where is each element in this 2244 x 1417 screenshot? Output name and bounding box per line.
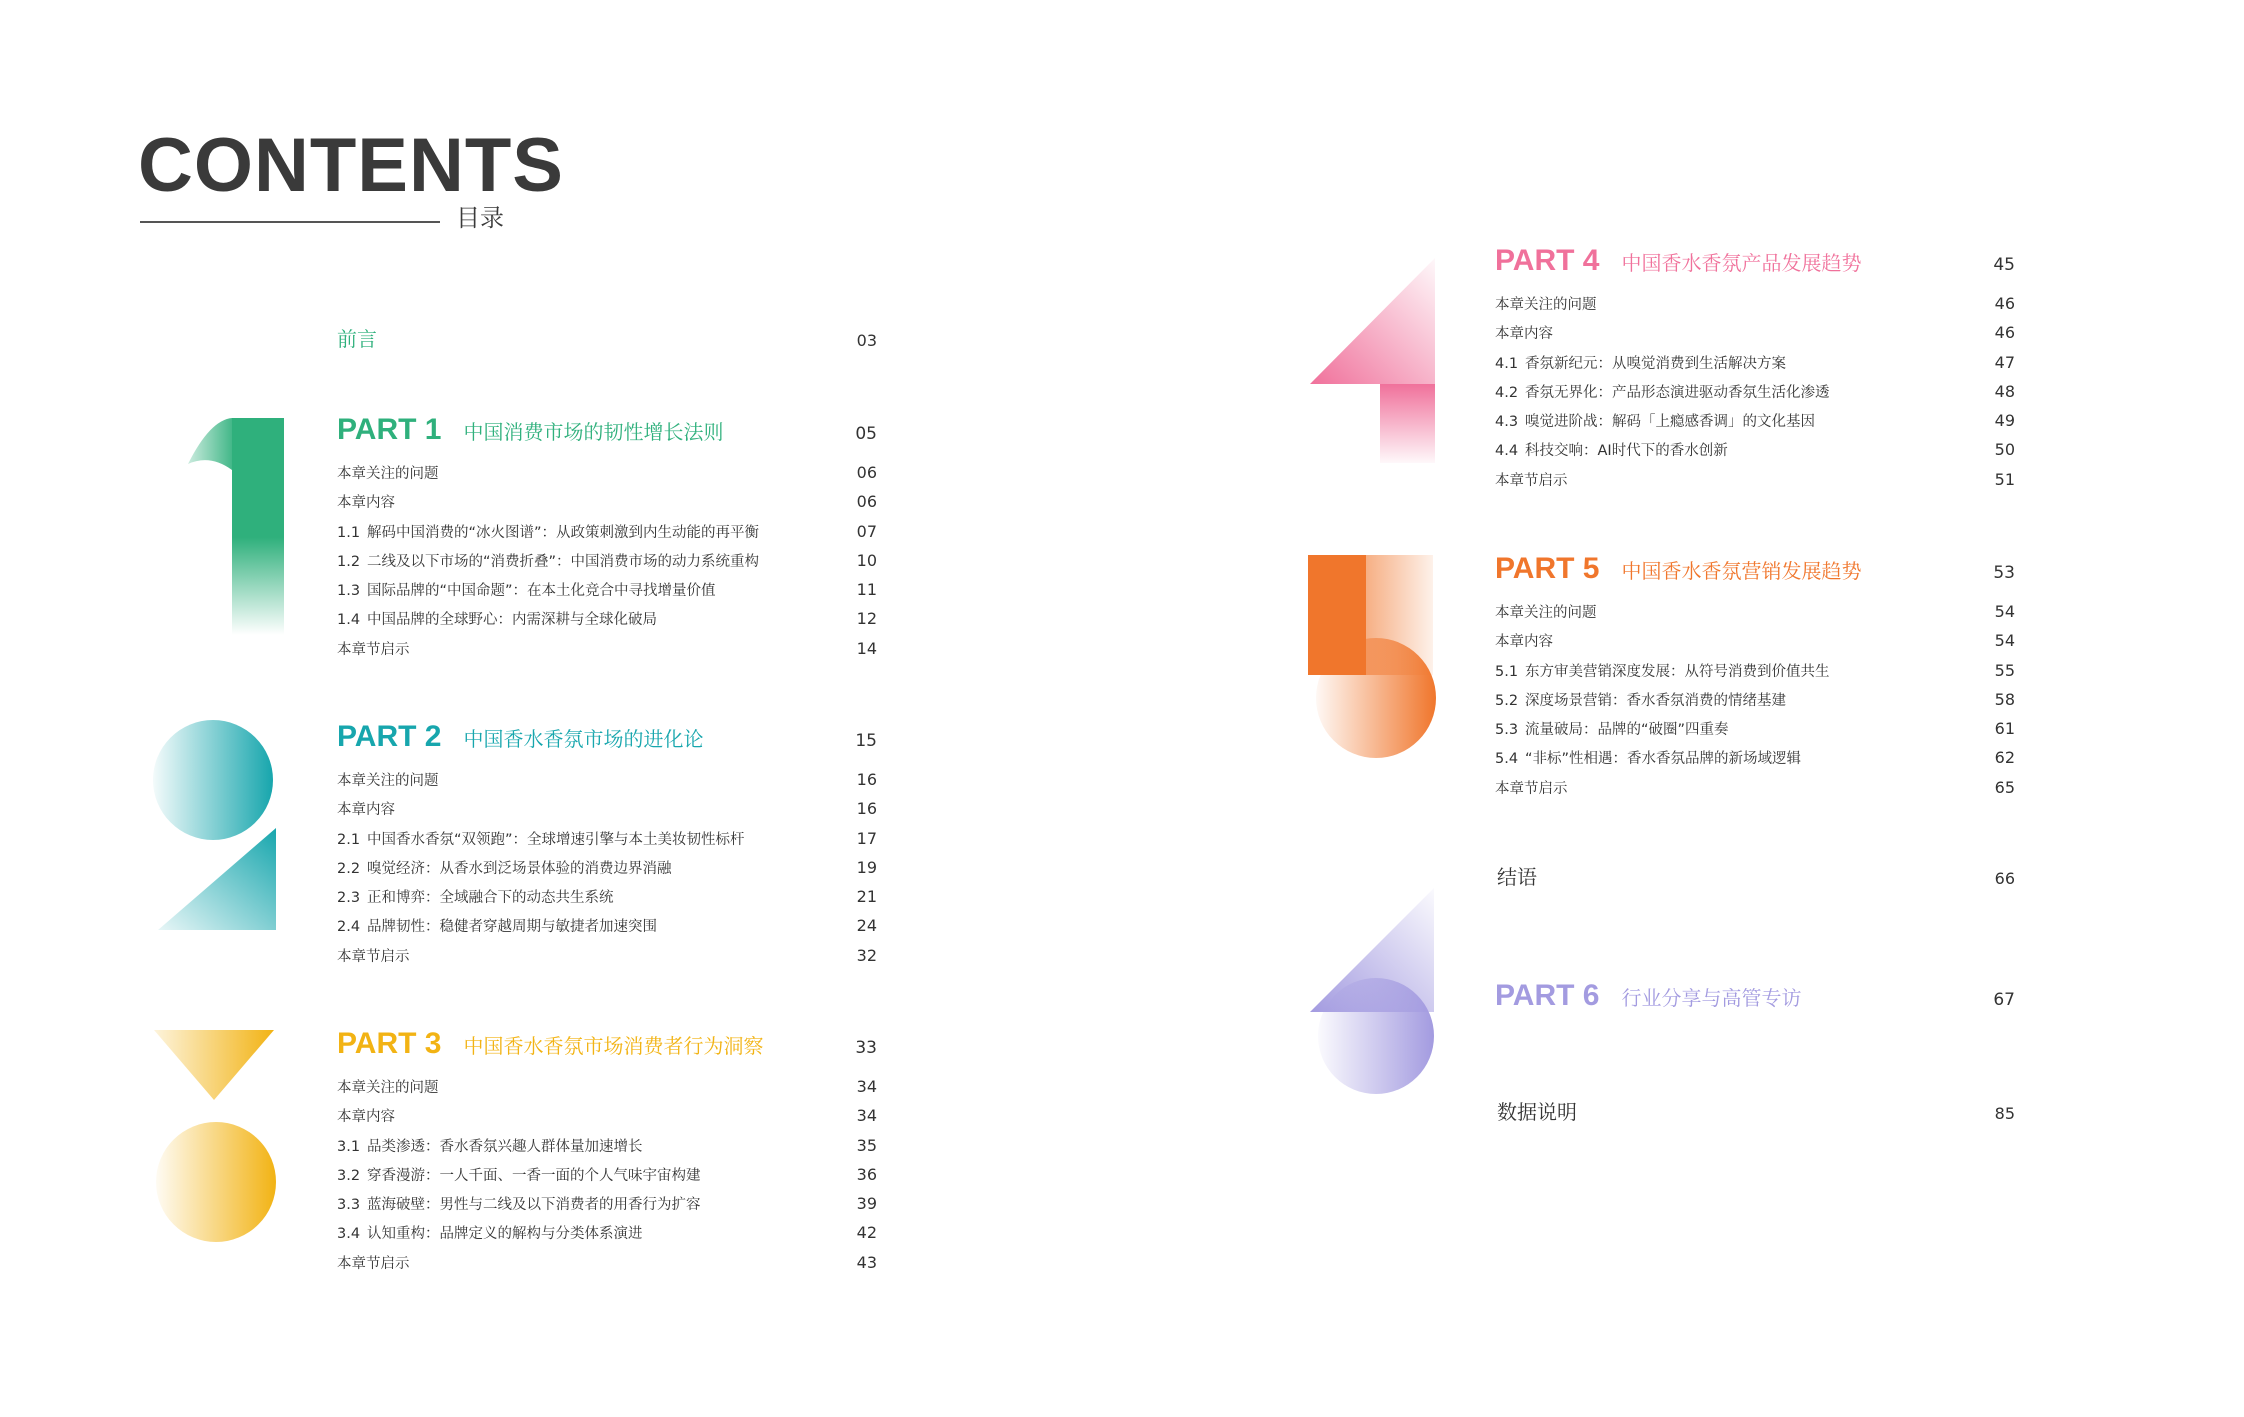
toc-item-page: 16: [856, 770, 877, 789]
toc-item[interactable]: [337, 1072, 877, 1101]
numeral-6-graphic: [1310, 888, 1440, 1098]
part-heading[interactable]: [1495, 549, 2015, 589]
part-label: PART 2: [337, 720, 442, 753]
toc-preface[interactable]: [337, 322, 877, 356]
toc-item-label: 品类渗透：香水香氛兴趣人群体量加速增长: [367, 1138, 643, 1155]
toc-item-text: [337, 913, 657, 942]
toc-item-text: [1495, 687, 1786, 716]
toc-item-page: 14: [856, 638, 877, 658]
toc-item-number: 5.3: [1495, 722, 1519, 739]
toc-item-page: 62: [1994, 748, 2015, 768]
toc-item-label: 科技交响：AI时代下的香水创新: [1525, 443, 1728, 460]
toc-item[interactable]: [337, 824, 877, 853]
toc-item[interactable]: [337, 1189, 877, 1218]
toc-item-page: 47: [1994, 352, 2015, 372]
toc-part-4: [1495, 241, 2015, 494]
toc-item-label: 穿香漫游：一人千面、一香一面的个人气味宇宙构建: [367, 1167, 701, 1184]
toc-item-label: 本章内容: [337, 495, 395, 512]
toc-item[interactable]: [337, 634, 877, 663]
toc-item-text: [1495, 437, 1728, 466]
toc-item-number: 3.2: [337, 1167, 361, 1184]
toc-item-label: 蓝海破壁：男性与二线及以下消费者的用香行为扩容: [367, 1197, 701, 1214]
toc-item[interactable]: [1495, 597, 2015, 626]
data-note-page: 85: [1994, 1104, 2015, 1123]
numeral-1-graphic: [180, 410, 290, 635]
numeral-3-graphic: [150, 1030, 280, 1245]
toc-item[interactable]: [337, 604, 877, 633]
conclusion-label: 结语: [1497, 865, 1537, 889]
toc-item-page: 34: [856, 1077, 877, 1096]
numeral-2-graphic: [150, 720, 280, 930]
part-heading[interactable]: [337, 717, 877, 757]
toc-item-page: 46: [1994, 294, 2015, 313]
toc-item-number: 1.2: [337, 553, 361, 570]
part-title: 中国消费市场的韧性增长法则: [463, 420, 724, 444]
toc-item[interactable]: [1495, 465, 2015, 494]
toc-item[interactable]: [337, 546, 877, 575]
toc-item-text: [337, 1133, 643, 1162]
toc-item-text: [337, 548, 759, 577]
part-heading[interactable]: [1495, 976, 2015, 1016]
toc-item-page: 16: [856, 799, 877, 819]
toc-item-text: [1495, 628, 1553, 657]
toc-item-number: 4.4: [1495, 443, 1519, 460]
toc-item-text: [337, 1162, 701, 1191]
toc-item-number: 2.4: [337, 919, 361, 936]
toc-item-page: 34: [856, 1106, 877, 1126]
toc-item-page: 19: [856, 857, 877, 877]
toc-item-label: 本章节启示: [337, 948, 410, 965]
part-page: 67: [1993, 990, 2015, 1010]
toc-item[interactable]: [337, 517, 877, 546]
toc-item-text: [1495, 379, 1830, 408]
page-subtitle: 目录: [456, 204, 504, 232]
toc-item-text: [1495, 716, 1729, 745]
numeral-4-graphic: [1310, 258, 1445, 463]
toc-item[interactable]: [1495, 626, 2015, 655]
part-item-list: [337, 1072, 877, 1277]
toc-item-label: 东方审美营销深度发展：从符号消费到价值共生: [1525, 663, 1830, 680]
toc-item-text: [337, 489, 395, 518]
toc-item[interactable]: [1495, 348, 2015, 377]
part-heading-text: [337, 1024, 763, 1068]
toc-item[interactable]: [1495, 318, 2015, 347]
toc-item-text: [337, 1103, 395, 1132]
toc-item-label: 认知重构：品牌定义的解构与分类体系演进: [367, 1226, 643, 1243]
toc-item-label: 流量破局：品牌的“破圈”四重奏: [1525, 722, 1729, 739]
numeral-5-graphic: [1308, 555, 1438, 765]
toc-item-label: 香氛新纪元：从嗅觉消费到生活解决方案: [1525, 355, 1786, 372]
part-page: 15: [855, 731, 877, 751]
toc-item-label: 本章节启示: [1495, 780, 1568, 797]
toc-item-page: 10: [856, 550, 877, 570]
part-item-list: [337, 458, 877, 663]
toc-item-page: 42: [856, 1223, 877, 1243]
toc-item-page: 65: [1994, 777, 2015, 797]
toc-item-label: 本章内容: [1495, 326, 1553, 343]
part-label: PART 1: [337, 413, 442, 446]
toc-item-number: 5.2: [1495, 692, 1519, 709]
toc-item-page: 07: [856, 521, 877, 541]
toc-item-label: 本章关注的问题: [337, 773, 439, 789]
part-heading[interactable]: [337, 410, 877, 450]
toc-item[interactable]: [337, 765, 877, 794]
toc-item[interactable]: [1495, 743, 2015, 772]
toc-item-text: [337, 1074, 439, 1103]
toc-item-label: 本章节启示: [337, 641, 410, 658]
title-underline: [140, 221, 440, 223]
part-heading[interactable]: [1495, 241, 2015, 281]
part-label: PART 4: [1495, 244, 1600, 277]
toc-item-label: 本章关注的问题: [337, 1080, 439, 1096]
toc-item-number: 4.2: [1495, 384, 1519, 401]
toc-item-number: 2.1: [337, 831, 361, 848]
toc-item-page: 12: [856, 609, 877, 629]
toc-item-label: 本章关注的问题: [1495, 297, 1597, 313]
toc-item[interactable]: [337, 487, 877, 516]
toc-item-text: [337, 519, 759, 548]
toc-item-page: 54: [1994, 602, 2015, 621]
toc-data-note[interactable]: [1497, 1095, 2015, 1129]
toc-item-label: 本章节启示: [337, 1255, 410, 1272]
toc-item[interactable]: [1495, 685, 2015, 714]
part-heading-text: [1495, 549, 1861, 593]
toc-item-label: 品牌韧性：稳健者穿越周期与敏捷者加速突围: [367, 919, 657, 936]
toc-item-label: 中国品牌的全球野心：内需深耕与全球化破局: [367, 612, 657, 629]
toc-item[interactable]: [1495, 377, 2015, 406]
toc-item[interactable]: [1495, 289, 2015, 318]
toc-item-text: [1495, 350, 1786, 379]
toc-item[interactable]: [337, 941, 877, 970]
part-heading[interactable]: [337, 1024, 877, 1064]
toc-item-label: “非标”性相遇：香水香氛品牌的新场域逻辑: [1525, 751, 1802, 768]
toc-item-text: [1495, 745, 1801, 774]
toc-item-label: 国际品牌的“中国命题”：在本土化竞合中寻找增量价值: [367, 583, 716, 600]
toc-item-page: 24: [856, 916, 877, 936]
toc-item-text: [337, 606, 657, 635]
toc-item-text: [337, 767, 439, 796]
toc-item[interactable]: [337, 575, 877, 604]
part-label: PART 5: [1495, 552, 1600, 585]
part-title: 中国香水香氛营销发展趋势: [1621, 559, 1862, 583]
part-label: PART 6: [1495, 979, 1600, 1012]
toc-item-text: [1495, 467, 1568, 496]
toc-item-label: 二线及以下市场的“消费折叠”：中国消费市场的动力系统重构: [367, 553, 760, 570]
toc-item-label: 本章关注的问题: [1495, 605, 1597, 621]
toc-item-label: 深度场景营销：香水香氛消费的情绪基建: [1525, 692, 1786, 709]
toc-item-label: 本章节启示: [1495, 472, 1568, 489]
toc-item-label: 本章内容: [337, 1109, 395, 1126]
preface-label: 前言: [337, 327, 377, 351]
toc-item-text: [1495, 320, 1553, 349]
toc-item-label: 本章内容: [337, 802, 395, 819]
toc-item-page: 49: [1994, 411, 2015, 431]
toc-item[interactable]: [1495, 435, 2015, 464]
part-title: 中国香水香氛市场的进化论: [463, 727, 704, 751]
toc-item[interactable]: [1495, 406, 2015, 435]
toc-item-page: 21: [856, 887, 877, 907]
toc-item[interactable]: [337, 882, 877, 911]
toc-item-text: [337, 796, 395, 825]
part-title: 中国香水香氛市场消费者行为洞察: [463, 1034, 764, 1058]
toc-item-number: 5.1: [1495, 663, 1519, 680]
toc-item-label: 本章内容: [1495, 634, 1553, 651]
toc-item-number: 1.4: [337, 612, 361, 629]
toc-item-label: 嗅觉进阶战：解码「上瘾感香调」的文化基因: [1525, 414, 1815, 431]
toc-part-3: [337, 1024, 877, 1277]
toc-item[interactable]: [337, 794, 877, 823]
toc-item-page: 11: [856, 580, 877, 600]
toc-item-label: 正和博弈：全域融合下的动态共生系统: [367, 890, 614, 907]
part-title: 中国香水香氛产品发展趋势: [1621, 251, 1862, 275]
data-note-label: 数据说明: [1497, 1100, 1577, 1124]
toc-item-text: [337, 826, 745, 855]
toc-item[interactable]: [1495, 714, 2015, 743]
toc-item-page: 54: [1994, 631, 2015, 651]
toc-item-page: 58: [1994, 689, 2015, 709]
toc-conclusion[interactable]: [1497, 860, 2015, 894]
part-item-list: [1495, 597, 2015, 802]
part-page: 33: [855, 1038, 877, 1058]
toc-item-text: [1495, 775, 1568, 804]
toc-item-number: 4.3: [1495, 414, 1519, 431]
toc-item-page: 35: [856, 1135, 877, 1155]
toc-item-page: 06: [856, 492, 877, 512]
preface-page: 03: [856, 331, 877, 350]
toc-item-text: [337, 460, 439, 489]
part-heading-text: [1495, 241, 1861, 285]
toc-item[interactable]: [337, 1131, 877, 1160]
toc-item-page: 50: [1994, 440, 2015, 460]
part-item-list: [1495, 289, 2015, 494]
toc-item-number: 2.3: [337, 890, 361, 907]
toc-part-1: [337, 410, 877, 663]
toc-item-number: 1.1: [337, 524, 361, 541]
toc-item-page: 06: [856, 463, 877, 482]
toc-item-page: 17: [856, 828, 877, 848]
toc-item-page: 48: [1994, 381, 2015, 401]
toc-item[interactable]: [337, 911, 877, 940]
toc-item-text: [337, 1191, 701, 1220]
toc-item-page: 61: [1994, 719, 2015, 739]
part-label: PART 3: [337, 1027, 442, 1060]
toc-item-number: 3.3: [337, 1197, 361, 1214]
part-heading-text: [1495, 976, 1801, 1020]
toc-item-text: [337, 943, 410, 972]
toc-item-text: [337, 577, 716, 606]
part-heading-text: [337, 410, 723, 454]
toc-item-label: 嗅觉经济：从香水到泛场景体验的消费边界消融: [367, 860, 672, 877]
toc-item-number: 4.1: [1495, 355, 1519, 372]
toc-item[interactable]: [337, 853, 877, 882]
toc-part-5: [1495, 549, 2015, 802]
toc-item-label: 解码中国消费的“冰火图谱”：从政策刺激到内生动能的再平衡: [367, 524, 760, 541]
toc-item-label: 中国香水香氛“双领跑”：全球增速引擎与本土美妆韧性标杆: [367, 831, 745, 848]
toc-item-text: [1495, 599, 1597, 628]
toc-item[interactable]: [1495, 656, 2015, 685]
toc-item-text: [337, 636, 410, 665]
toc-item-text: [337, 855, 672, 884]
part-page: 53: [1993, 563, 2015, 583]
toc-item-page: 55: [1994, 660, 2015, 680]
toc-item-text: [1495, 658, 1830, 687]
toc-item-page: 36: [856, 1164, 877, 1184]
toc-item-number: 5.4: [1495, 751, 1519, 768]
part-page: 05: [855, 424, 877, 444]
toc-item-label: 本章关注的问题: [337, 466, 439, 482]
page-title: CONTENTS: [138, 123, 564, 208]
toc-item[interactable]: [1495, 773, 2015, 802]
toc-item-page: 39: [856, 1194, 877, 1214]
toc-part-6: [1495, 976, 2015, 1024]
toc-item[interactable]: [337, 458, 877, 487]
toc-item-page: 51: [1994, 469, 2015, 489]
toc-item-number: 3.4: [337, 1226, 361, 1243]
toc-item-label: 香氛无界化：产品形态演进驱动香氛生活化渗透: [1525, 384, 1830, 401]
toc-item-page: 43: [856, 1252, 877, 1272]
part-heading-text: [337, 717, 703, 761]
toc-item[interactable]: [337, 1248, 877, 1277]
part-page: 45: [1993, 255, 2015, 275]
toc-item-page: 46: [1994, 323, 2015, 343]
toc-item[interactable]: [337, 1160, 877, 1189]
part-title: 行业分享与高管专访: [1621, 986, 1802, 1010]
toc-item-text: [337, 884, 614, 913]
conclusion-page: 66: [1994, 869, 2015, 888]
toc-item-text: [337, 1250, 410, 1279]
toc-item-number: 3.1: [337, 1138, 361, 1155]
toc-item[interactable]: [337, 1101, 877, 1130]
toc-part-2: [337, 717, 877, 970]
toc-item-number: 2.2: [337, 860, 361, 877]
toc-item-text: [1495, 291, 1597, 320]
toc-item-number: 1.3: [337, 583, 361, 600]
toc-item-text: [337, 1220, 643, 1249]
part-item-list: [337, 765, 877, 970]
toc-item-text: [1495, 408, 1815, 437]
toc-item[interactable]: [337, 1218, 877, 1247]
toc-item-page: 32: [856, 945, 877, 965]
